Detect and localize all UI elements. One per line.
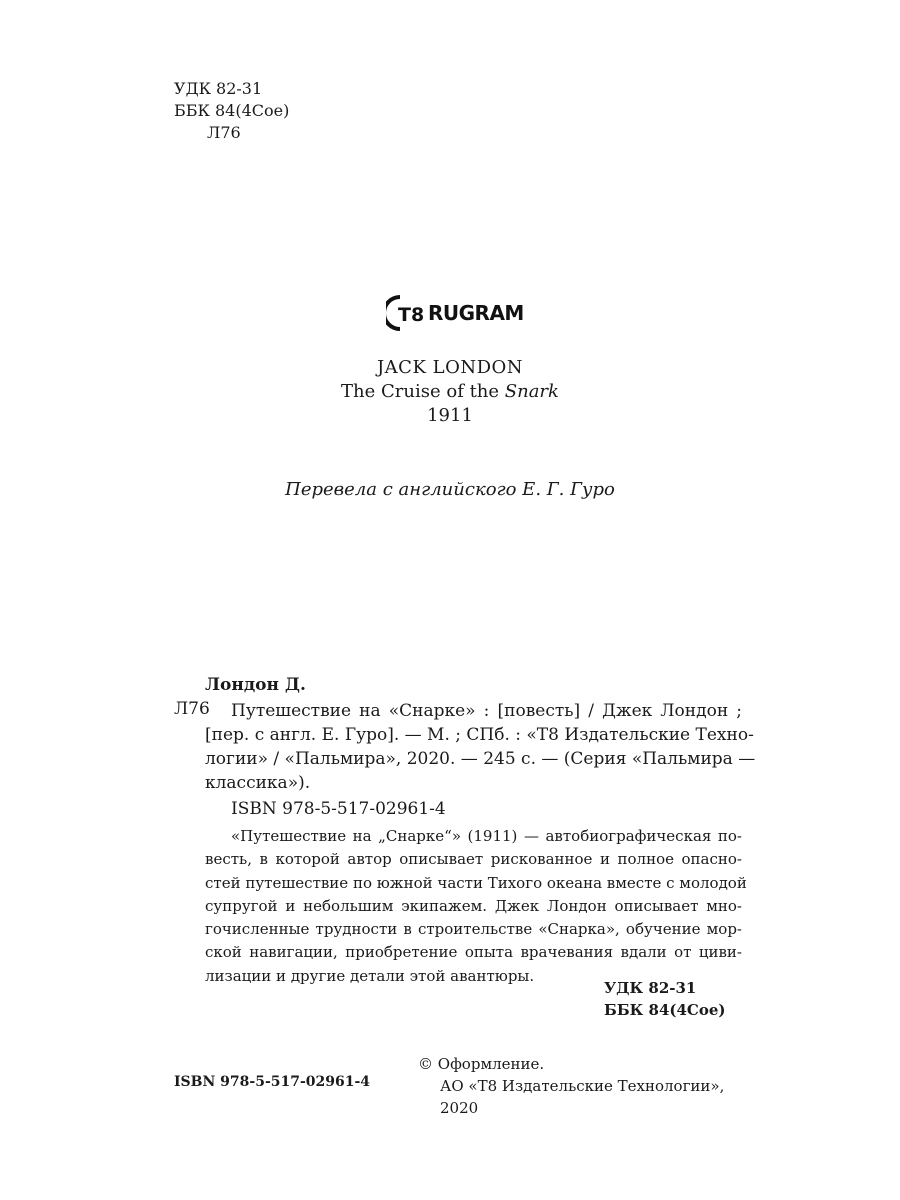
record-line: логии» / «Пальмира», 2020. — 245 с. — (Серия «Пальмира — [205, 749, 756, 769]
copyright [418, 1053, 738, 1119]
original-edition [0, 356, 900, 428]
record-code: Л76 [174, 699, 210, 719]
abstract-line: супругой и небольшим экипажем. Джек Лондон описывает мно- [205, 896, 742, 915]
abstract-line: «Путешествие на „Снарке“» (1911) — автобиографическая по- [231, 827, 742, 845]
udk-code: УДК 82-31 [174, 79, 263, 98]
record-isbn: ISBN 978-5-517-02961-4 [231, 799, 446, 819]
classification-block [174, 78, 289, 144]
original-year: 1911 [427, 405, 473, 426]
bbk-code-bottom: ББК 84(4Сое) [604, 1001, 726, 1019]
author-sign: Л76 [207, 123, 241, 142]
publisher-logo [386, 293, 524, 333]
record-line: Путешествие на «Снарке» : [повесть] / Джек Лондон ; [231, 701, 742, 721]
bbk-code: ББК 84(4Сое) [174, 101, 290, 120]
abstract-line: гочисленные трудности в строительстве «Снарка», обучение мор- [205, 920, 742, 939]
abstract-line: весть, в которой автор описывает рискованное и полное опасно- [205, 850, 742, 869]
abstract-line: стей путешествие по южной части Тихого океана вместе с молодой [205, 873, 747, 892]
footer-isbn: ISBN 978-5-517-02961-4 [174, 1074, 371, 1090]
translator-note: Перевела с английского Е. Г. Гуро [285, 479, 615, 500]
classification-bottom [604, 977, 738, 1021]
record-line: классика»). [205, 773, 311, 793]
publisher-name: RUGRAM [428, 301, 524, 325]
original-author: JACK LONDON [376, 357, 524, 378]
record-line: [пер. с англ. Е. Гуро]. — М. ; СПб. : «Т8 Издательские Техно- [205, 725, 754, 745]
original-title-italic: Snark [504, 381, 559, 402]
t8-logo-icon [386, 294, 424, 332]
svg-text:T8: T8 [398, 304, 424, 326]
abstract-line: лизации и другие детали этой авантюры. [205, 966, 535, 985]
record-description [205, 699, 756, 795]
abstract-line: ской навигации, приобретение опыта врачевания вдали от циви- [205, 943, 742, 962]
abstract [205, 825, 747, 988]
copyright-line-1: © Оформление. [418, 1055, 545, 1073]
copyright-line-2: АО «Т8 Издательские Технологии», 2020 [440, 1077, 725, 1117]
udk-code-bottom: УДК 82-31 [604, 979, 697, 997]
original-title: The Cruise of the Snark [341, 381, 559, 402]
record-author: Лондон Д. [205, 675, 306, 695]
